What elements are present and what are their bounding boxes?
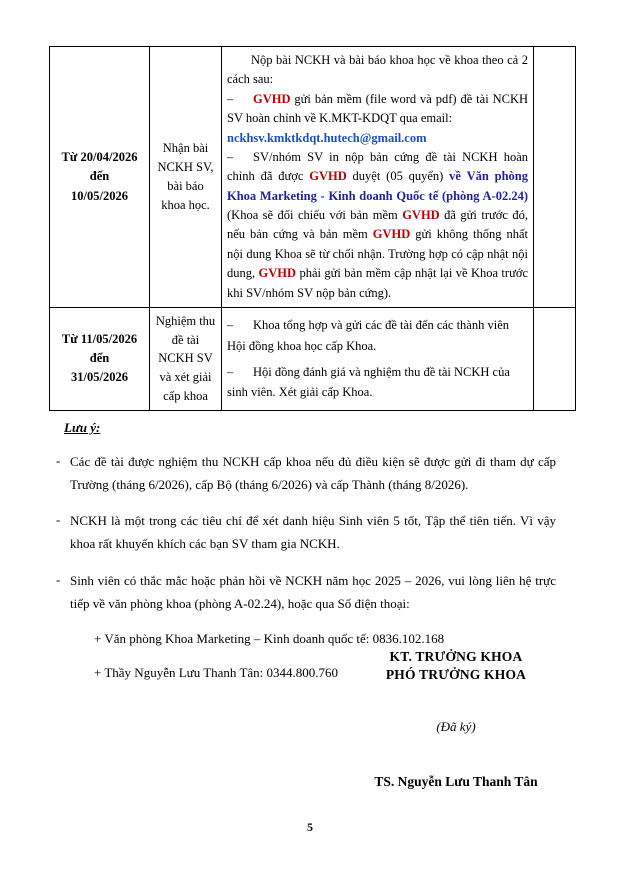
row-2-bullet-2	[227, 362, 528, 403]
signature-title-line-1: KT. TRƯỞNG KHOA	[389, 649, 523, 664]
list-item	[56, 509, 556, 555]
row-1-bullet-1	[227, 90, 528, 129]
row-1-b2-t5: gửi không thống nhất nội dung Khoa sẽ từ chối nhận. Trường hợp có cập nhật nội dung,	[227, 227, 528, 281]
dash-marker: –	[227, 91, 234, 106]
row-1-b2-t3: (Khoa sẽ đối chiếu với bản mềm	[227, 208, 403, 222]
dash-marker: –	[227, 149, 234, 164]
row-1-b2-t6: phải gửi bản mềm cập nhật lại về Khoa trước khi SV/nhóm SV nộp bản cứng).	[227, 266, 529, 300]
row-1-b2-gvhd-3: GVHD	[372, 227, 411, 242]
row-1-date-line-2: đến	[89, 169, 110, 184]
hyphen-bullet-icon: -	[56, 571, 61, 587]
row-2-task-cell: Nghiệm thu đề tài NCKH SV và xét giải cấp khoa	[150, 307, 222, 410]
row-1-b2-gvhd-2: GVHD	[402, 208, 440, 222]
row-2-date-line-1: Từ 11/05/2026	[61, 331, 138, 346]
row-1-b1-text: gửi bản mềm (file word và pdf) đề tài NCKH SV hoàn chỉnh về K.MKT-KDQT qua email:	[227, 91, 528, 126]
table-row	[50, 307, 576, 410]
row-2-detail-cell	[222, 307, 534, 410]
hyphen-bullet-icon: -	[56, 453, 61, 468]
page-number: 5	[307, 820, 313, 834]
list-item	[56, 569, 556, 615]
dash-marker: –	[227, 364, 234, 379]
row-2-note-cell	[534, 307, 576, 410]
row-2-date-cell	[50, 307, 150, 410]
row-1-b2-office: về Văn phòng Khoa Marketing - Kinh doanh Quốc tế (phòng A-02.24)	[227, 169, 528, 203]
row-1-note-cell	[534, 47, 576, 308]
email-address[interactable]: nckhsv.kmktkdqt.hutech@gmail.com	[227, 130, 427, 145]
table-row	[50, 47, 576, 308]
row-1-intro-text: Nộp bài NCKH và bài báo khoa học về khoa theo cả 2 cách sau:	[227, 53, 528, 87]
contact-teacher: + Thầy Nguyễn Lưu Thanh Tân: 0344.800.760	[94, 664, 339, 680]
notes-title: Lưu ý:	[64, 420, 101, 435]
row-1-date-cell	[50, 47, 150, 308]
row-1-task-cell: Nhận bài NCKH SV, bài báo khoa học.	[150, 47, 222, 308]
row-2-date-line-3: 31/05/2026	[71, 370, 128, 385]
row-1-b2-t2: duyệt (05 quyển)	[346, 169, 450, 184]
row-1-b2-gvhd-4: GVHD	[258, 266, 297, 281]
row-2-date-line-2: đến	[89, 351, 110, 366]
dash-marker: –	[227, 318, 234, 333]
list-item	[56, 450, 556, 496]
row-1-b2-gvhd-1: GVHD	[309, 169, 347, 184]
row-1-email-line	[227, 129, 528, 148]
signatory-name: TS. Nguyễn Lưu Thanh Tân	[374, 774, 538, 789]
signature-title-line-2: PHÓ TRƯỞNG KHOA	[385, 667, 527, 683]
row-1-detail-cell	[222, 47, 534, 308]
contact-office: + Văn phòng Khoa Marketing – Kinh doanh quốc tế: 0836.102.168	[94, 630, 445, 646]
row-2-b2-text: Hội đồng đánh giá và nghiệm thu đề tài NCKH của sinh viên. Xét giải cấp Khoa.	[227, 364, 510, 399]
note-text-2: NCKH là một trong các tiêu chí để xét danh hiệu Sinh viên 5 tốt, Tập thể tiên tiến. Vì vậy khoa rất khuyến khích các bạn SV tham gia NCKH.	[70, 513, 556, 552]
row-1-date-line-1: Từ 20/04/2026	[61, 149, 138, 164]
row-1-date-line-3: 10/05/2026	[71, 188, 128, 203]
row-2-b1-text: Khoa tổng hợp và gửi các đề tài đến các thành viên Hội đồng khoa học cấp Khoa.	[227, 318, 509, 353]
row-1-b2-t4: đã gửi trước đó, nếu bản cứng và bản mềm	[227, 208, 528, 242]
schedule-table	[49, 46, 576, 411]
row-1-b2-t1: SV/nhóm SV in nộp bản cứng đề tài NCKH hoàn chỉnh đã được	[227, 149, 528, 184]
signed-note: (Đã ký)	[436, 719, 476, 734]
row-2-bullet-1	[227, 315, 528, 356]
signature-title-block	[330, 648, 582, 684]
note-text-3: Sinh viên có thắc mắc hoặc phản hồi về NCKH năm học 2025 – 2026, vui lòng liên hệ trực tiếp về văn phòng khoa (phòng A-02.24), hoặc qua Số điện thoại:	[70, 572, 556, 611]
row-1-bullet-2	[227, 148, 528, 303]
row-1-b1-gvhd: GVHD	[253, 91, 291, 106]
hyphen-bullet-icon: -	[56, 512, 61, 528]
note-text-1: Các đề tài được nghiệm thu NCKH cấp khoa nếu đủ điều kiện sẽ được gửi đi tham dự cấp Trường (tháng 6/2026), cấp Bộ (tháng 6/2026) và cấp Thành (tháng 8/2026).	[70, 454, 556, 493]
